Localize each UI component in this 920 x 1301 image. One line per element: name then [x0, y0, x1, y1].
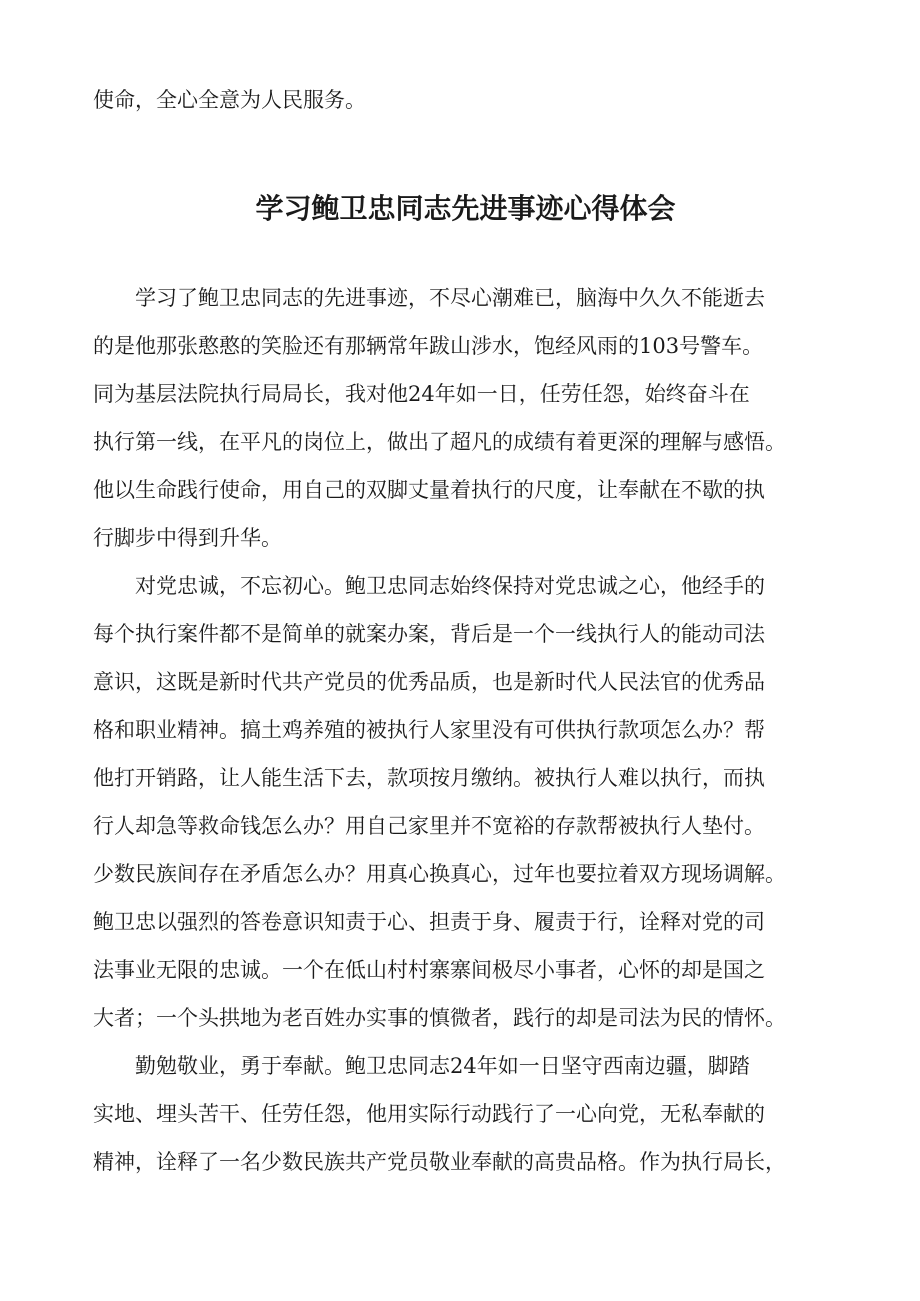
text-line: 他以生命践行使命，用自己的双脚丈量着执行的尺度，让奉献在不歇的执	[93, 478, 765, 502]
document-title: 学习鲍卫忠同志先进事迹心得体会	[255, 192, 676, 225]
document-body	[93, 274, 838, 1186]
text-line: 他打开销路，让人能生活下去，款项按月缴纳。被执行人难以执行，而执	[93, 766, 765, 790]
text-line: 勤勉敬业，勇于奉献。鲍卫忠同志24年如一日坚守西南边疆，脚踏	[93, 1054, 750, 1078]
carryover-text	[93, 76, 366, 124]
paragraph-2	[93, 562, 838, 1042]
text-line: 实地、埋头苦干、任劳任怨，他用实际行动践行了一心向党，无私奉献的	[93, 1102, 765, 1126]
text-line: 的是他那张憨憨的笑脸还有那辆常年跋山涉水，饱经风雨的103号警车。	[93, 334, 764, 358]
text-line: 少数民族间存在矛盾怎么办？用真心换真心，过年也要拉着双方现场调解。	[93, 862, 786, 886]
text-line: 鲍卫忠以强烈的答卷意识知责于心、担责于身、履责于行，诠释对党的司	[93, 910, 765, 934]
paragraph-3	[93, 1042, 838, 1186]
text-line: 意识，这既是新时代共产党员的优秀品质，也是新时代人民法官的优秀品	[93, 670, 765, 694]
text-line: 对党忠诚，不忘初心。鲍卫忠同志始终保持对党忠诚之心，他经手的	[93, 574, 765, 598]
text-line: 精神，诠释了一名少数民族共产党员敬业奉献的高贵品格。作为执行局长，	[93, 1150, 786, 1174]
text-line: 学习了鲍卫忠同志的先进事迹，不尽心潮难已，脑海中久久不能逝去	[93, 286, 765, 310]
text-line: 同为基层法院执行局局长，我对他24年如一日，任劳任怨，始终奋斗在	[93, 382, 750, 406]
text-line: 行人却急等救命钱怎么办？用自己家里并不宽裕的存款帮被执行人垫付。	[93, 814, 765, 838]
text-line: 格和职业精神。搞土鸡养殖的被执行人家里没有可供执行款项怎么办？帮	[93, 718, 765, 742]
paragraph-1	[93, 274, 838, 562]
text-line: 大者；一个头拱地为老百姓办实事的慎微者，践行的却是司法为民的情怀。	[93, 1006, 786, 1030]
text-line: 行脚步中得到升华。	[93, 526, 282, 550]
text-line: 使命，全心全意为人民服务。	[93, 88, 366, 112]
text-line: 每个执行案件都不是简单的就案办案，背后是一个一线执行人的能动司法	[93, 622, 765, 646]
text-line: 法事业无限的忠诚。一个在低山村村寨寨间极尽小事者，心怀的却是国之	[93, 958, 765, 982]
text-line: 执行第一线，在平凡的岗位上，做出了超凡的成绩有着更深的理解与感悟。	[93, 430, 786, 454]
